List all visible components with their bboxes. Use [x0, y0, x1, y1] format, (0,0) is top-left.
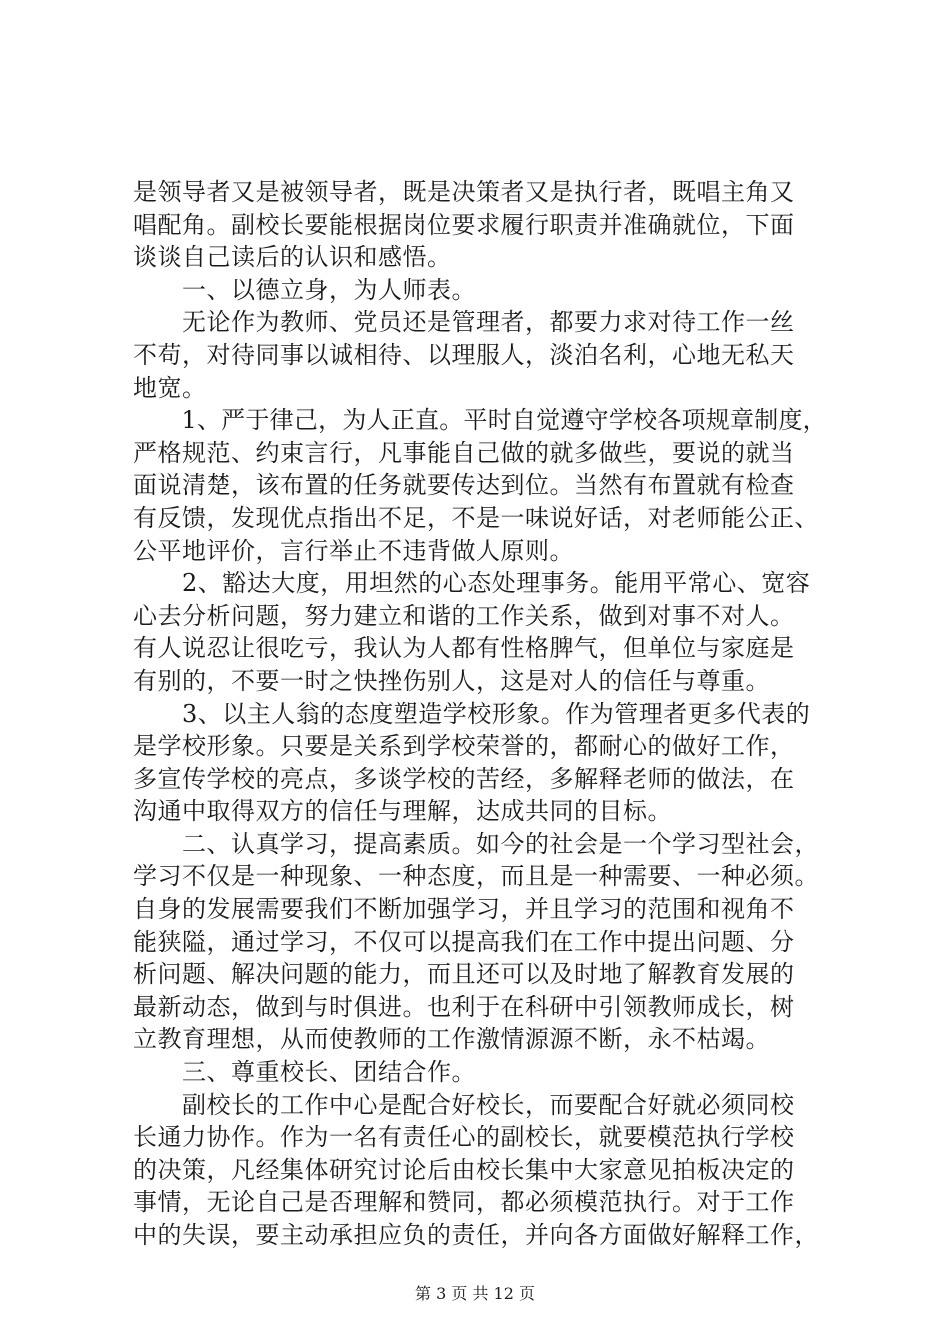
section-heading: 三、尊重校长、团结合作。 [133, 1058, 476, 1087]
page-footer [0, 1284, 950, 1304]
text-line: 事情，无论自己是否理解和赞同，都必须模范执行。对于工作 [133, 1188, 795, 1217]
text-line: 立教育理想，从而使教师的工作激情源源不断，永不枯竭。 [133, 1025, 770, 1054]
text-line: 3、以主人翁的态度塑造学校形象。作为管理者更多代表的 [133, 699, 811, 728]
text-line: 最新动态，做到与时俱进。也利于在科研中引领教师成长，树 [133, 992, 795, 1021]
section-heading: 二、认真学习，提高素质。如今的社会是一个学习型社会， [133, 829, 819, 858]
text-line: 沟通中取得双方的信任与理解，达成共同的目标。 [133, 797, 672, 826]
text-line: 是学校形象。只要是关系到学校荣誉的，都耐心的做好工作， [133, 732, 795, 761]
text-line: 有人说忍让很吃亏，我认为人都有性格脾气，但单位与家庭是 [133, 634, 795, 663]
text-line: 无论作为教师、党员还是管理者，都要力求对待工作一丝 [133, 308, 795, 337]
text-line: 中的失误，要主动承担应负的责任，并向各方面做好解释工作， [133, 1221, 819, 1249]
text-line: 长通力协作。作为一名有责任心的副校长，就要模范执行学校 [133, 1123, 795, 1152]
page-number-label: 第 3 页 共 12 页 [415, 1284, 535, 1303]
text-line: 析问题、解决问题的能力，而且还可以及时地了解教育发展的 [133, 960, 795, 989]
text-line: 学习不仅是一种现象、一种态度，而且是一种需要、一种必须。 [133, 862, 819, 891]
text-line: 的决策，凡经集体研究讨论后由校长集中大家意见拍板决定的 [133, 1155, 795, 1184]
text-line: 地宽。 [133, 373, 207, 402]
text-line: 不苟，对待同事以诚相待、以理服人，淡泊名利，心地无私天 [133, 340, 795, 369]
text-line: 能狭隘，通过学习，不仅可以提高我们在工作中提出问题、分 [133, 927, 795, 956]
body-text [133, 176, 833, 1252]
text-line: 2、豁达大度，用坦然的心态处理事务。能用平常心、宽容 [133, 569, 811, 598]
text-line: 面说清楚，该布置的任务就要传达到位。当然有布置就有检查 [133, 471, 795, 500]
text-line: 唱配角。副校长要能根据岗位要求履行职责并准确就位，下面 [133, 210, 795, 239]
text-line: 谈谈自己读后的认识和感悟。 [133, 243, 452, 272]
text-line: 有别的，不要一时之快挫伤别人，这是对人的信任与尊重。 [133, 666, 770, 695]
section-heading: 一、以德立身，为人师表。 [133, 275, 476, 304]
text-line: 1、严于律己，为人正直。平时自觉遵守学校各项规章制度， [133, 406, 827, 435]
text-line: 副校长的工作中心是配合好校长，而要配合好就必须同校 [133, 1090, 795, 1119]
text-line: 有反馈，发现优点指出不足，不是一味说好话，对老师能公正、 [133, 503, 819, 532]
text-line: 公平地评价，言行举止不违背做人原则。 [133, 536, 574, 565]
text-line: 自身的发展需要我们不断加强学习，并且学习的范围和视角不 [133, 895, 795, 924]
text-line: 心去分析问题，努力建立和谐的工作关系，做到对事不对人。 [133, 601, 795, 630]
text-line: 严格规范、约束言行，凡事能自己做的就多做些，要说的就当 [133, 438, 795, 467]
text-line: 多宣传学校的亮点，多谈学校的苦经，多解释老师的做法，在 [133, 764, 795, 793]
text-line: 是领导者又是被领导者，既是决策者又是执行者，既唱主角又 [133, 178, 795, 206]
